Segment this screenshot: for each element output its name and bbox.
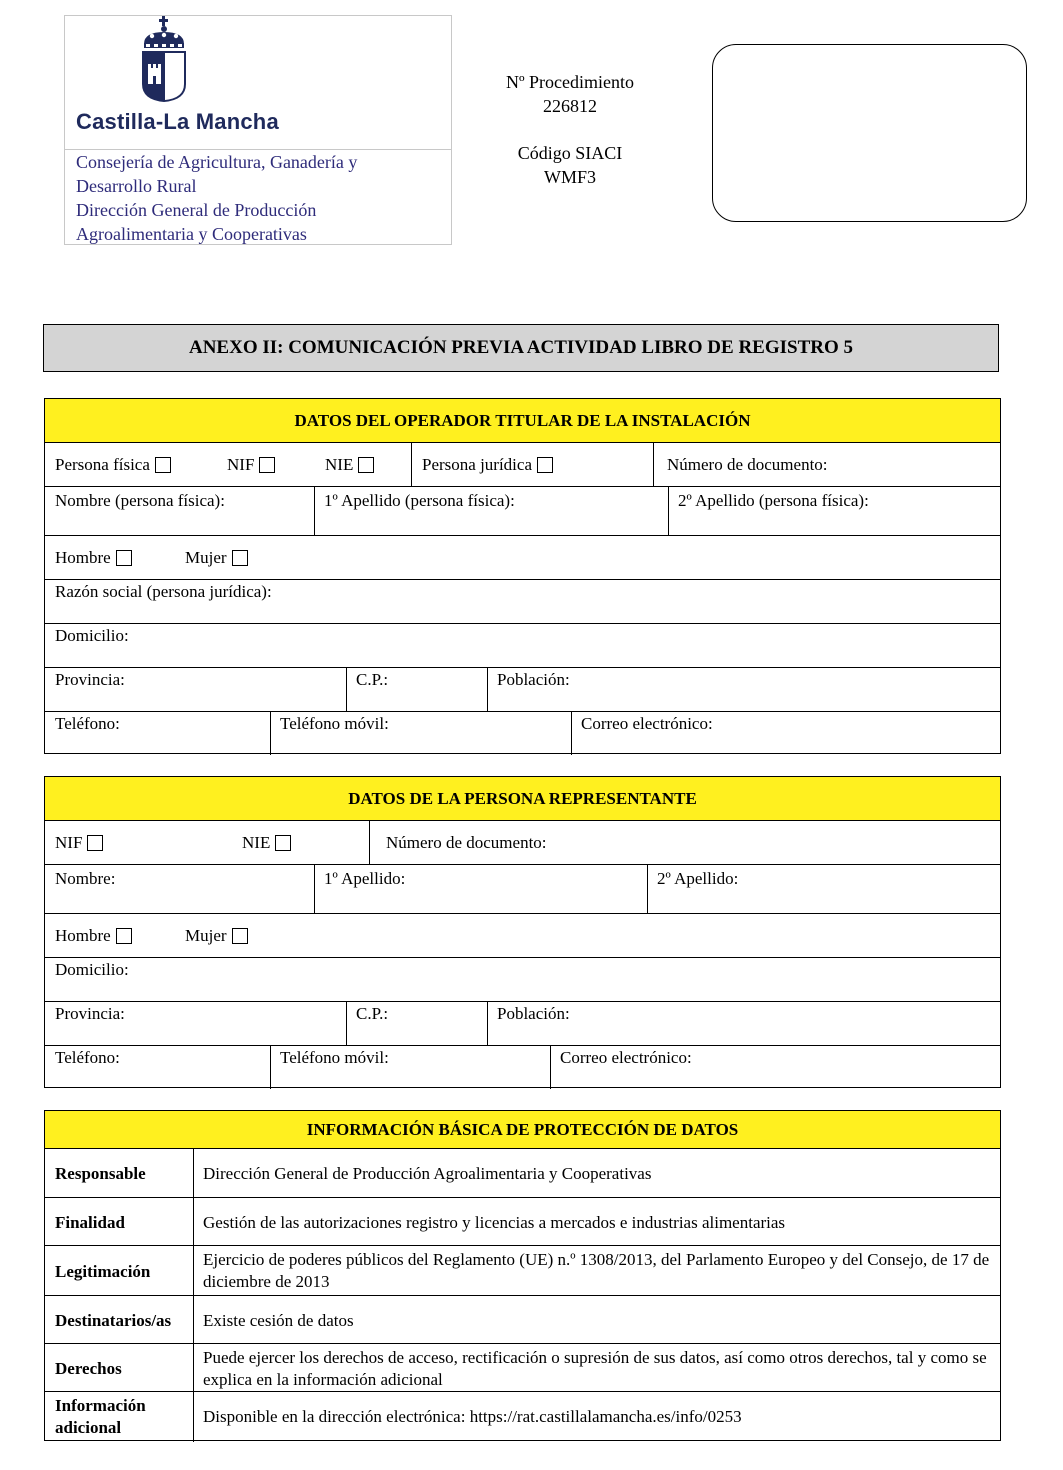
section-title: INFORMACIÓN BÁSICA DE PROTECCIÓN DE DATOS [45, 1111, 1000, 1149]
hombre-label: Hombre [55, 548, 111, 567]
town-field[interactable]: Población: [497, 670, 570, 689]
province-field[interactable]: Provincia: [55, 670, 125, 689]
procedure-block [460, 70, 680, 189]
logo-wordmark: Castilla-La Mancha [76, 109, 279, 134]
rep-address-field[interactable]: Domicilio: [55, 960, 129, 979]
rep-town-field[interactable]: Población: [497, 1004, 570, 1023]
dp-key-derechos: Derechos [55, 1359, 122, 1378]
rep-first-surname-field[interactable]: 1º Apellido: [324, 869, 406, 888]
nie-checkbox[interactable] [358, 457, 374, 473]
rep-province-field[interactable]: Provincia: [55, 1004, 125, 1023]
rep-mobile-phone-field[interactable]: Teléfono móvil: [280, 1048, 389, 1067]
rep-mujer-label: Mujer [185, 926, 227, 945]
persona-fisica-label: Persona física [55, 455, 150, 474]
dp-value-legitimacion: Ejercicio de poderes públicos del Reglamento (UE) n.º 1308/2013, del Parlamento Europeo y del Consejo, de 17 de diciembre de 2013 [203, 1250, 990, 1291]
dp-key-informacion-adicional: Información adicional [55, 1396, 146, 1437]
persona-juridica-label: Persona jurídica [422, 455, 532, 474]
rep-mujer-option[interactable] [185, 926, 248, 946]
org-line: Dirección General de Producción [76, 200, 317, 220]
operator-section [44, 398, 1001, 754]
first-surname-field[interactable]: 1º Apellido (persona física): [324, 491, 515, 510]
second-surname-field[interactable]: 2º Apellido (persona física): [678, 491, 869, 510]
org-line: Agroalimentaria y Cooperativas [76, 224, 307, 244]
mujer-option[interactable] [185, 548, 248, 568]
dp-key-destinatarios: Destinatarios/as [55, 1311, 172, 1330]
business-name-field[interactable]: Razón social (persona jurídica): [55, 582, 272, 601]
registry-stamp-box [712, 44, 1027, 222]
nie-label: NIE [325, 455, 354, 474]
rep-postal-code-field[interactable]: C.P.: [356, 1004, 389, 1023]
annex-title: ANEXO II: COMUNICACIÓN PREVIA ACTIVIDAD LIBRO DE REGISTRO 5 [43, 324, 999, 372]
nie-option[interactable] [325, 455, 374, 475]
siaci-label: Código SIACI [517, 143, 623, 163]
dp-value-informacion-adicional: Disponible en la dirección electrónica: https://rat.castillalamancha.es/info/0253 [203, 1407, 742, 1426]
data-protection-section [44, 1110, 1001, 1441]
rep-second-surname-field[interactable]: 2º Apellido: [657, 869, 739, 888]
procedure-value: 226812 [543, 96, 597, 116]
dp-value-derechos: Puede ejercer los derechos de acceso, rectificación o supresión de sus datos, así como otros derechos, tal y como se explica en la información adicional [203, 1348, 987, 1389]
postal-code-field[interactable]: C.P.: [356, 670, 389, 689]
rep-document-number-field[interactable]: Número de documento: [386, 833, 547, 852]
rep-nif-option[interactable] [55, 833, 103, 853]
mobile-phone-field[interactable]: Teléfono móvil: [280, 714, 389, 733]
rep-phone-field[interactable]: Teléfono: [55, 1048, 120, 1067]
rep-first-name-field[interactable]: Nombre: [55, 869, 116, 888]
dp-key-responsable: Responsable [55, 1164, 146, 1183]
hombre-option[interactable] [55, 548, 132, 568]
org-line: Consejería de Agricultura, Ganadería y [76, 152, 358, 172]
address-field[interactable]: Domicilio: [55, 626, 129, 645]
mujer-checkbox[interactable] [232, 550, 248, 566]
document-number-field[interactable]: Número de documento: [667, 455, 828, 474]
hombre-checkbox[interactable] [116, 550, 132, 566]
representative-section [44, 776, 1001, 1088]
persona-juridica-option[interactable] [422, 455, 553, 475]
rep-mujer-checkbox[interactable] [232, 928, 248, 944]
dp-key-finalidad: Finalidad [55, 1213, 125, 1232]
rep-nif-label: NIF [55, 833, 83, 852]
dp-value-finalidad: Gestión de las autorizaciones registro y licencias a mercados e industrias alimentarias [203, 1213, 786, 1232]
phone-field[interactable]: Teléfono: [55, 714, 120, 733]
rep-email-field[interactable]: Correo electrónico: [560, 1048, 692, 1067]
persona-juridica-checkbox[interactable] [537, 457, 553, 473]
section-title: DATOS DE LA PERSONA REPRESENTANTE [45, 777, 1000, 821]
nif-label: NIF [227, 455, 255, 474]
first-name-field[interactable]: Nombre (persona física): [55, 491, 225, 510]
nif-checkbox[interactable] [259, 457, 275, 473]
rep-hombre-label: Hombre [55, 926, 111, 945]
rep-hombre-option[interactable] [55, 926, 132, 946]
dp-value-responsable: Dirección General de Producción Agroalimentaria y Cooperativas [203, 1164, 652, 1183]
castilla-la-mancha-crest-logo [138, 14, 190, 104]
mujer-label: Mujer [185, 548, 227, 567]
organization-text [76, 150, 446, 246]
dp-value-destinatarios: Existe cesión de datos [203, 1311, 354, 1330]
procedure-label: Nº Procedimiento [505, 72, 635, 92]
nif-option[interactable] [227, 455, 275, 475]
dp-key-legitimacion: Legitimación [55, 1262, 151, 1281]
rep-nie-checkbox[interactable] [275, 835, 291, 851]
section-title: DATOS DEL OPERADOR TITULAR DE LA INSTALACIÓN [45, 399, 1000, 443]
rep-nie-option[interactable] [242, 833, 291, 853]
persona-fisica-option[interactable] [55, 455, 171, 475]
rep-nif-checkbox[interactable] [87, 835, 103, 851]
persona-fisica-checkbox[interactable] [155, 457, 171, 473]
rep-hombre-checkbox[interactable] [116, 928, 132, 944]
org-line: Desarrollo Rural [76, 176, 197, 196]
siaci-value: WMF3 [543, 167, 596, 187]
email-field[interactable]: Correo electrónico: [581, 714, 713, 733]
rep-nie-label: NIE [242, 833, 271, 852]
